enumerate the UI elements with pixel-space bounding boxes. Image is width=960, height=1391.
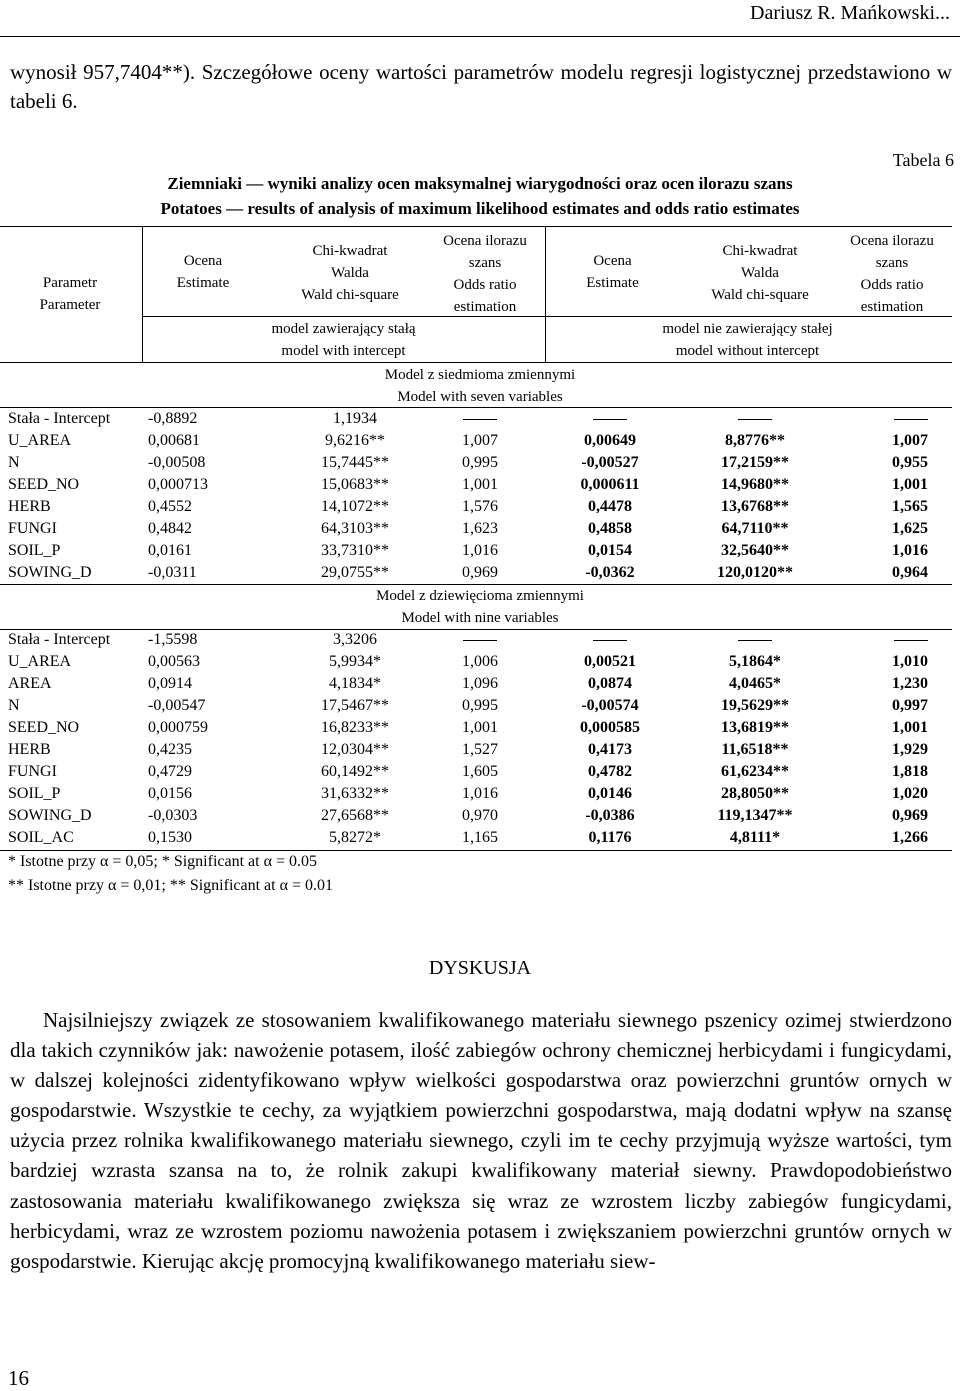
table-cell: 32,5640** [721,542,789,559]
table-cell: 1,001 [892,476,928,493]
table-cell: 12,0304** [321,741,389,758]
table-cell: 14,9680** [721,476,789,493]
estimate-label-en: Estimate [586,275,639,291]
table-cell: 0,997 [892,697,928,714]
table-cell: 1,929 [892,741,928,758]
table-title-en: Potatoes — results of analysis of maximum likelihood estimates and odds ratio estimates [160,199,800,218]
table-cell: 4,1834* [329,675,381,692]
significance-note-2: ** Istotne przy α = 0,01; ** Significant at α = 0.01 [8,877,333,894]
dash-mark [463,640,497,641]
table-cell: 61,6234** [721,763,789,780]
model9-title-en: Model with nine variables [401,610,559,626]
table-cell: 0,00649 [584,432,636,449]
subheader-rule [142,316,545,317]
table-cell: 0,0874 [588,675,632,692]
table-cell: -0,0303 [148,807,198,824]
table-cell: 0,969 [462,564,498,581]
table-cell: SOWING_D [8,564,92,581]
table-cell: 0,4729 [148,763,192,780]
table-cell: 1,1934 [333,410,377,427]
table-cell: 1,625 [892,520,928,537]
table-cell: 4,0465* [729,675,781,692]
table-row [0,651,950,673]
table-cell: 29,0755** [321,564,389,581]
with-intercept-pl: model zawierający stałą [271,321,416,337]
table-cell: 1,001 [462,476,498,493]
odds-label-en1: Odds ratio [453,277,517,293]
table-row [0,518,950,540]
table-cell: 5,8272* [329,829,381,846]
table-cell: Stała - Intercept [8,631,111,648]
odds-label-pl1: Ocena ilorazu [443,233,527,249]
table-cell: SOIL_P [8,542,61,559]
model7-title-pl: Model z siedmioma zmiennymi [384,367,576,383]
table-cell: 0,0154 [588,542,632,559]
table-cell: 1,016 [462,542,498,559]
table-row [0,761,950,783]
table-cell: 1,001 [462,719,498,736]
chi-header-a [270,240,430,306]
table-cell: 0,000611 [580,476,640,493]
table-cell: 27,6568** [321,807,389,824]
table-cell: N [8,454,20,471]
odds-label-pl2: szans [468,255,502,271]
table-row [0,562,950,584]
dash-mark [894,640,928,641]
table-cell: 1,623 [462,520,498,537]
table-row [0,496,950,518]
table-cell: Stała - Intercept [8,410,111,427]
table-cell: 1,527 [462,741,498,758]
table-cell: 0,4552 [148,498,192,515]
table-cell [690,408,820,430]
table-cell: 4,8111* [729,829,781,846]
table-cell [690,629,820,651]
table-cell: FUNGI [8,763,57,780]
model9-title [0,585,960,629]
table-cell: 15,0683** [321,476,389,493]
table-row [0,739,950,761]
table-cell: 0,00681 [148,432,200,449]
table-cell: N [8,697,20,714]
estimate-label-pl: Ocena [593,253,632,269]
table-cell: -0,0386 [585,807,635,824]
chi-header-b [680,240,840,306]
table-cell: 0,969 [892,807,928,824]
table-row [0,783,950,805]
table-cell: 17,5467** [321,697,389,714]
chi-label-pl1: Chi-kwadrat [312,243,388,259]
table-cell: 0,0914 [148,675,192,692]
dash-mark [593,419,627,420]
table-cell: SOIL_P [8,785,61,802]
table-cell: 1,266 [892,829,928,846]
table-cell: 1,565 [892,498,928,515]
table-cell: SOWING_D [8,807,92,824]
table-cell [560,408,660,430]
estimate-label-pl: Ocena [183,253,223,269]
significance-note-1: * Istotne przy α = 0,05; * Significant at α = 0.05 [8,853,317,870]
table-row [0,408,950,430]
table-cell: 0,970 [462,807,498,824]
table-cell: 1,818 [892,763,928,780]
param-header-en: Parameter [39,297,101,313]
table-row [0,717,950,739]
table-cell: 31,6332** [321,785,389,802]
table-cell: 13,6819** [721,719,789,736]
table-cell: U_AREA [8,432,72,449]
discussion-paragraph: Najsilniejszy związek ze stosowaniem kwalifikowanego materiału siewnego pszenicy ozimej stwierdzono dla takich czynników jak: nawożenie potasem, ilość zabiegów ochrony chemicznej herbicydami i fungicydami, w dalszej kolejności zidentyfikowano wpływ wielkości gospodarstwa oraz powierzchni gruntów ornych w gospodarstwie. Wszystkie te cechy, za wyjątkiem powierzchni gospodarstwa, mają dodatni wpływ na szansę użycia przez rolnika kwalifikowanego materiału siewnego, czyli im te cechy przyjmują wyższe wartości, tym bardziej wzrasta szansa na to, że rolnik zakupi kwalifikowany materiał siewny. Prawdopodobieństwo zastosowania materiału kwalifikowanego zwiększa się wraz ze wzrostem liczby zabiegów fungicydami, herbicydami, wraz ze wzrostem poziomu nawożenia potasem i zwiększaniem powierzchni gruntów ornych w gospodarstwie. Kierując akcję promocyjną kwalifikowanego materiału siew- [10,1008,952,1273]
intro-paragraph: wynosił 957,7404**). Szczegółowe oceny wartości parametrów modelu regresji logistycznej przedstawiono w tabeli 6. [10,60,952,113]
table-cell: 0,4858 [588,520,632,537]
table-title-pl: Ziemniaki — wyniki analizy ocen maksymalnej wiarygodności oraz ocen ilorazu szans [167,174,793,193]
table-cell [840,629,928,651]
table-cell: SEED_NO [8,719,80,736]
odds-label-en2: estimation [453,299,517,315]
table-cell: -0,8892 [148,410,198,427]
table-cell: -0,00574 [581,697,639,714]
dash-mark [738,640,772,641]
table-cell: 0,00521 [584,653,636,670]
odds-header-a [425,230,545,318]
table-row [0,540,950,562]
table-cell: 0,4782 [588,763,632,780]
table-cell: -0,00527 [581,454,639,471]
table-cell: 0,000585 [580,719,640,736]
model7-title [0,364,960,408]
table-cell: 1,230 [892,675,928,692]
dash-mark [593,640,627,641]
estimate-header-b [555,250,670,294]
table-cell: 14,1072** [321,498,389,515]
table-cell [440,408,520,430]
subheader-rule [545,316,952,317]
param-header-pl: Parametr [42,275,98,291]
table-cell: -0,0362 [585,564,635,581]
table-cell: 64,7110** [721,520,789,537]
table-cell: 1,007 [462,432,498,449]
table-cell [560,629,660,651]
table-cell: 1,007 [892,432,928,449]
table-cell: 0,4478 [588,498,632,515]
table-cell: 33,7310** [321,542,389,559]
table-cell: 64,3103** [321,520,389,537]
table-cell: -1,5598 [148,631,198,648]
dash-mark [894,419,928,420]
table-cell: HERB [8,498,51,515]
table-row [0,430,950,452]
with-intercept-header [142,318,545,362]
table-cell: 0,4842 [148,520,192,537]
odds-label-pl2: szans [875,255,909,271]
table-cell: 1,165 [462,829,498,846]
table-cell: 19,5629** [721,697,789,714]
table-cell: 1,006 [462,653,498,670]
table-cell: 0,0156 [148,785,192,802]
table-cell: 0,000759 [148,719,208,736]
table-cell: 1,010 [892,653,928,670]
table-cell: 1,605 [462,763,498,780]
table-cell: 0,995 [462,697,498,714]
table-cell: SEED_NO [8,476,80,493]
table-cell: U_AREA [8,653,72,670]
table-cell: 60,1492** [321,763,389,780]
model9-title-pl: Model z dziewięcioma zmiennymi [376,588,584,604]
table-row [0,629,950,651]
table-row [0,474,950,496]
table-cell: 16,8233** [321,719,389,736]
page-number: 16 [8,1366,29,1390]
table-cell: SOIL_AC [8,829,74,846]
table-cell: 0,0146 [588,785,632,802]
table-cell: 5,1864* [729,653,781,670]
chi-label-en: Wald chi-square [301,287,399,303]
section-title: DYSKUSJA [428,957,532,979]
table-cell: HERB [8,741,51,758]
table-row [0,695,950,717]
table-cell: 0,4173 [588,741,632,758]
table-cell [440,629,520,651]
odds-header-b [832,230,952,318]
table-cell: 0,1530 [148,829,192,846]
table-cell: -0,00547 [148,697,206,714]
table-cell: AREA [8,675,52,692]
table-cell: 0,0161 [148,542,192,559]
dash-mark [738,419,772,420]
without-intercept-header [545,318,950,362]
header-rule [0,36,960,37]
model7-title-en: Model with seven variables [397,389,563,405]
table-cell: -0,0311 [148,564,197,581]
running-head: Dariusz R. Mańkowski... [750,2,950,24]
table-cell: 1,016 [462,785,498,802]
table-row [0,673,950,695]
odds-label-en2: estimation [860,299,924,315]
table-cell: 0,000713 [148,476,208,493]
table-cell: 9,6216** [325,432,385,449]
table-cell: 0,4235 [148,741,192,758]
table-cell: 13,6768** [721,498,789,515]
table-cell: 1,016 [892,542,928,559]
table-cell: 119,1347** [717,807,793,824]
table-cell: 1,001 [892,719,928,736]
table-cell: 1,020 [892,785,928,802]
chi-label-pl2: Walda [331,265,369,281]
table-cell: 28,8050** [721,785,789,802]
without-intercept-en: model without intercept [675,343,820,359]
table-label: Tabela 6 [892,150,954,170]
chi-label-pl1: Chi-kwadrat [722,243,798,259]
table-cell: FUNGI [8,520,57,537]
param-header [0,272,140,316]
table-cell: 0,955 [892,454,928,471]
without-intercept-pl: model nie zawierający stałej [662,321,833,337]
table-cell [840,408,928,430]
table-cell: 120,0120** [717,564,793,581]
header-bottom-rule [0,362,952,363]
table-cell: -0,00508 [148,454,206,471]
table-cell: 1,576 [462,498,498,515]
table-row [0,805,950,827]
table-cell: 3,3206 [333,631,377,648]
estimate-label-en: Estimate [176,275,230,291]
table-cell: 8,8776** [725,432,785,449]
table-row [0,827,950,849]
table-cell: 0,1176 [588,829,632,846]
dash-mark [463,419,497,420]
table-cell: 5,9934* [329,653,381,670]
table-cell: 17,2159** [721,454,789,471]
chi-label-pl2: Walda [741,265,779,281]
table-cell: 0,995 [462,454,498,471]
table-cell: 11,6518** [721,741,789,758]
odds-label-pl1: Ocena ilorazu [850,233,934,249]
table-cell: 1,096 [462,675,498,692]
with-intercept-en: model with intercept [281,343,406,359]
table-cell: 0,00563 [148,653,200,670]
estimate-header-a [148,250,258,294]
chi-label-en: Wald chi-square [711,287,809,303]
table-row [0,452,950,474]
odds-label-en1: Odds ratio [860,277,924,293]
table-cell: 0,964 [892,564,928,581]
table-cell: 15,7445** [321,454,389,471]
